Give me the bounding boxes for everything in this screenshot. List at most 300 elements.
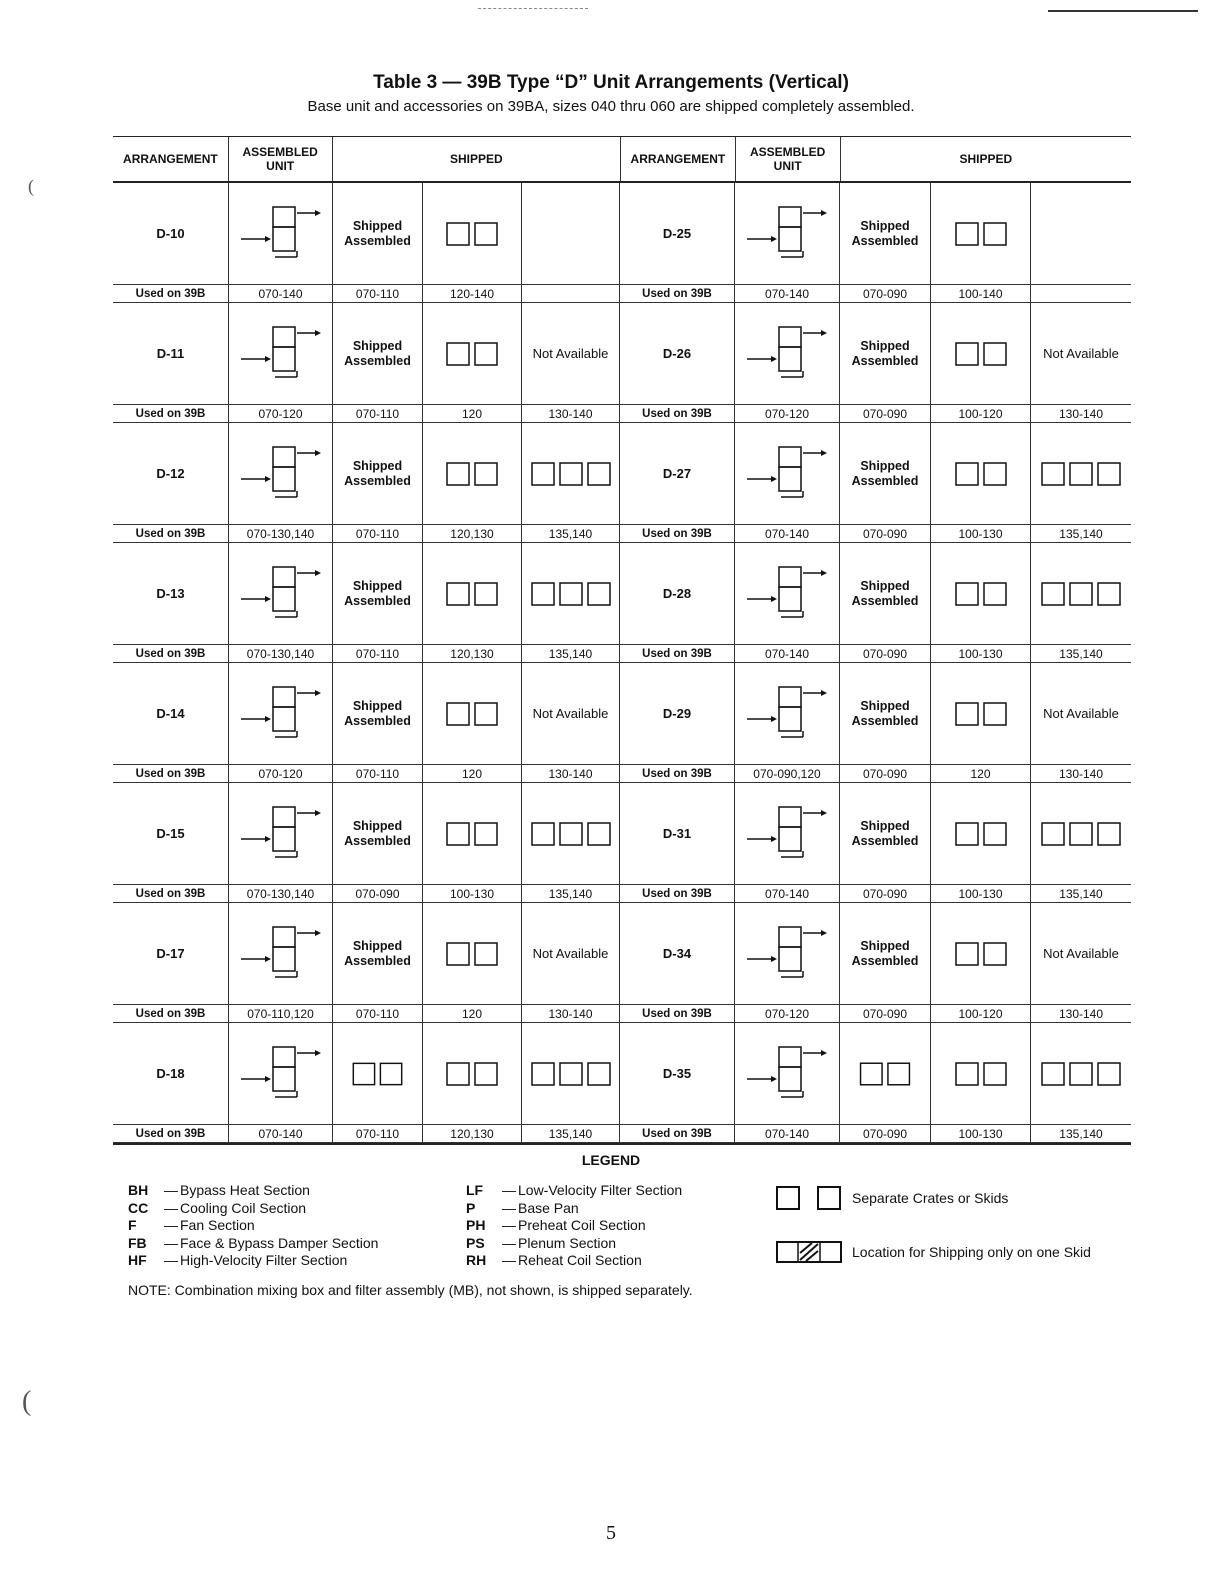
used-on-sizes: 070-090 bbox=[840, 1125, 931, 1142]
page-subtitle: Base unit and accessories on 39BA, sizes 040 thru 060 are shipped completely assembled. bbox=[307, 98, 915, 115]
used-on-label: Used on 39B bbox=[113, 1125, 229, 1142]
legend-abbr: F bbox=[128, 1217, 137, 1233]
used-on-sizes: 070-140 bbox=[735, 645, 840, 662]
shipped-sections-icon bbox=[426, 923, 518, 985]
used-on-sizes: 120,130 bbox=[423, 525, 522, 542]
used-on-label: Used on 39B bbox=[620, 405, 735, 422]
assembled-unit-cell bbox=[735, 1023, 840, 1124]
arrangement-code: D-14 bbox=[156, 706, 185, 721]
used-on-sizes: 070-110 bbox=[333, 1125, 423, 1142]
shipped-status: Shipped Assembled bbox=[851, 458, 919, 488]
used-on-label: Used on 39B bbox=[113, 765, 229, 782]
arrangement-code-cell bbox=[620, 183, 735, 284]
shipped-config-cell bbox=[522, 543, 620, 644]
used-on-sizes: 070-110 bbox=[333, 645, 423, 662]
shipped-config-cell bbox=[1031, 1023, 1131, 1124]
table-row bbox=[113, 903, 1131, 1023]
shipped-config-cell bbox=[423, 543, 522, 644]
shipped-sections-icon bbox=[525, 1043, 617, 1105]
legend-separate-text: Separate Crates or Skids bbox=[852, 1190, 1009, 1206]
legend-text: Fan Section bbox=[180, 1217, 255, 1233]
used-on-sizes bbox=[1031, 285, 1131, 302]
used-on-label: Used on 39B bbox=[113, 285, 229, 302]
legend-abbr: PH bbox=[466, 1217, 486, 1233]
legend-column-1 bbox=[128, 1182, 378, 1270]
legend-text: High-Velocity Filter Section bbox=[180, 1252, 348, 1268]
used-on-sizes: 130-140 bbox=[1058, 766, 1104, 781]
table-row bbox=[113, 303, 1131, 423]
shipped-status-cell bbox=[333, 1023, 423, 1124]
shipped-sections-icon bbox=[525, 563, 617, 625]
arrangement-code-cell bbox=[620, 903, 735, 1004]
table-row bbox=[113, 663, 1131, 783]
unit-arrangement-icon bbox=[741, 683, 833, 745]
legend-item bbox=[128, 1252, 378, 1270]
used-on-sizes: 135,140 bbox=[522, 885, 620, 902]
legend-item bbox=[128, 1235, 378, 1253]
used-on-label: Used on 39B bbox=[620, 645, 735, 662]
shipped-sections-icon bbox=[1035, 1043, 1127, 1105]
used-on-sizes: 070-090 bbox=[840, 1005, 931, 1022]
used-on-label: Used on 39B bbox=[620, 885, 735, 902]
shipped-status-cell bbox=[333, 903, 423, 1004]
used-on-sizes: 120,130 bbox=[423, 1125, 522, 1142]
legend-text: Cooling Coil Section bbox=[180, 1199, 307, 1216]
shipped-status: Shipped Assembled bbox=[851, 578, 919, 608]
legend-abbr: HF bbox=[128, 1252, 147, 1268]
used-on-label: Used on 39B bbox=[113, 525, 229, 542]
separate-crates-icon bbox=[776, 1186, 842, 1210]
legend-dash: — bbox=[502, 1234, 516, 1251]
shipped-config-cell bbox=[1031, 423, 1131, 524]
assembled-unit-cell bbox=[229, 303, 333, 404]
shipped-config-cell bbox=[522, 783, 620, 884]
shipped-sections-icon bbox=[426, 1043, 518, 1105]
unit-arrangement-icon bbox=[235, 323, 327, 385]
shipped-status-cell bbox=[840, 1023, 931, 1124]
used-on-sizes: 070-120 bbox=[229, 765, 333, 782]
unit-arrangement-icon bbox=[741, 1043, 833, 1105]
used-on-sizes: 100-140 bbox=[931, 285, 1031, 302]
not-available: Not Available bbox=[1043, 946, 1119, 961]
used-on-sizes: 130-140 bbox=[1058, 406, 1104, 421]
used-on-row bbox=[113, 1125, 1131, 1142]
used-on-sizes: 070-130,140 bbox=[229, 525, 333, 542]
used-on-label: Used on 39B bbox=[113, 1005, 229, 1022]
shipped-sections-icon bbox=[333, 1043, 422, 1105]
assembled-unit-cell bbox=[735, 903, 840, 1004]
arrangement-diagram-row bbox=[113, 1023, 1131, 1125]
not-available: Not Available bbox=[1043, 706, 1119, 721]
used-on-label: Used on 39B bbox=[113, 885, 229, 902]
table-body bbox=[113, 183, 1131, 1143]
used-on-sizes: 100-120 bbox=[931, 1005, 1031, 1022]
used-on-sizes: 120 bbox=[423, 1005, 522, 1022]
arrangement-code-cell bbox=[620, 543, 735, 644]
shipped-status: Shipped Assembled bbox=[851, 218, 919, 248]
unit-arrangement-icon bbox=[235, 803, 327, 865]
used-on-row bbox=[113, 285, 1131, 302]
shipped-status: Shipped Assembled bbox=[344, 578, 411, 608]
shipped-config-cell bbox=[931, 903, 1031, 1004]
shipped-status: Shipped Assembled bbox=[344, 938, 411, 968]
used-on-row bbox=[113, 765, 1131, 782]
arrangement-code-cell bbox=[113, 1023, 229, 1124]
header-shipped: SHIPPED bbox=[333, 137, 621, 181]
shipped-status: Shipped Assembled bbox=[851, 938, 919, 968]
used-on-sizes: 100-120 bbox=[931, 405, 1031, 422]
page-title: Table 3 — 39B Type “D” Unit Arrangements (Vertical) bbox=[373, 72, 849, 93]
shipped-status-cell bbox=[840, 663, 931, 764]
shipped-config-cell bbox=[423, 783, 522, 884]
top-rule bbox=[1048, 10, 1198, 12]
legend-item bbox=[128, 1182, 378, 1200]
legend-dash: — bbox=[502, 1252, 516, 1268]
arrangement-code: D-11 bbox=[156, 346, 185, 361]
shipped-sections-icon bbox=[1035, 803, 1127, 865]
unit-arrangement-icon bbox=[235, 563, 327, 625]
arrangement-code-cell bbox=[113, 783, 229, 884]
used-on-sizes: 070-090 bbox=[840, 285, 931, 302]
used-on-sizes: 130-140 bbox=[522, 405, 620, 422]
used-on-sizes: 135,140 bbox=[1059, 886, 1103, 901]
legend-dash: — bbox=[502, 1199, 516, 1216]
unit-arrangement-icon bbox=[741, 923, 833, 985]
unit-arrangement-icon bbox=[741, 323, 833, 385]
shipped-sections-icon bbox=[426, 323, 518, 385]
arrangement-diagram-row bbox=[113, 783, 1131, 885]
legend-text: Face & Bypass Damper Section bbox=[180, 1234, 379, 1251]
table-row bbox=[113, 543, 1131, 663]
arrangement-diagram-row bbox=[113, 903, 1131, 1005]
legend-title: LEGEND bbox=[581, 1152, 641, 1168]
shipped-sections-icon bbox=[525, 443, 617, 505]
legend-item bbox=[128, 1217, 378, 1235]
arrangement-code: D-12 bbox=[156, 466, 185, 481]
shipped-status: Shipped Assembled bbox=[344, 698, 411, 728]
shipped-sections-icon bbox=[935, 1043, 1027, 1105]
assembled-unit-cell bbox=[229, 543, 333, 644]
shipped-status-cell bbox=[840, 183, 931, 284]
arrangement-diagram-row bbox=[113, 303, 1131, 405]
arrangement-code-cell bbox=[113, 903, 229, 1004]
legend-text: Bypass Heat Section bbox=[180, 1182, 310, 1198]
used-on-sizes: 070-130,140 bbox=[229, 885, 333, 902]
legend-abbr: P bbox=[466, 1199, 476, 1216]
arrangement-code-cell bbox=[113, 663, 229, 764]
legend-item bbox=[466, 1182, 682, 1200]
unit-arrangement-icon bbox=[235, 683, 327, 745]
shipped-sections-icon bbox=[935, 323, 1027, 385]
assembled-unit-cell bbox=[229, 423, 333, 524]
shipped-config-cell bbox=[522, 663, 620, 764]
legend-abbr: RH bbox=[466, 1252, 487, 1268]
table-row bbox=[113, 423, 1131, 543]
used-on-sizes: 135,140 bbox=[522, 645, 620, 662]
used-on-row bbox=[113, 645, 1131, 662]
shipped-status-cell bbox=[333, 663, 423, 764]
arrangement-code: D-10 bbox=[156, 226, 185, 241]
used-on-row bbox=[113, 405, 1131, 422]
used-on-sizes: 070-110 bbox=[333, 285, 423, 302]
legend-item bbox=[466, 1200, 682, 1218]
arrangement-diagram-row bbox=[113, 423, 1131, 525]
arrangement-code-cell bbox=[620, 423, 735, 524]
arrangement-diagram-row bbox=[113, 543, 1131, 645]
used-on-sizes: 120,130 bbox=[423, 645, 522, 662]
shipped-sections-icon bbox=[935, 563, 1027, 625]
assembled-unit-cell bbox=[735, 783, 840, 884]
arrangement-code: D-26 bbox=[662, 346, 692, 361]
legend-abbr: LF bbox=[466, 1182, 484, 1198]
used-on-sizes: 070-090 bbox=[840, 525, 931, 542]
shipped-config-cell bbox=[1031, 183, 1131, 284]
shipped-config-cell bbox=[1031, 303, 1131, 404]
table-row bbox=[113, 783, 1131, 903]
used-on-sizes: 070-090 bbox=[840, 765, 931, 782]
assembled-unit-cell bbox=[229, 783, 333, 884]
shipped-config-cell bbox=[423, 903, 522, 1004]
shipped-sections-icon bbox=[426, 803, 518, 865]
used-on-sizes: 070-140 bbox=[735, 885, 840, 902]
unit-arrangement-icon bbox=[235, 923, 327, 985]
assembled-unit-cell bbox=[229, 903, 333, 1004]
assembled-unit-cell bbox=[735, 183, 840, 284]
used-on-label: Used on 39B bbox=[113, 645, 229, 662]
used-on-sizes: 135,140 bbox=[1059, 526, 1103, 541]
not-available: Not Available bbox=[532, 706, 609, 721]
table-row bbox=[113, 1023, 1131, 1143]
arrangement-code-cell bbox=[113, 543, 229, 644]
shipped-config-cell bbox=[1031, 903, 1131, 1004]
legend-text: Base Pan bbox=[518, 1199, 579, 1216]
shipped-sections-icon bbox=[426, 563, 518, 625]
arrangement-code-cell bbox=[620, 663, 735, 764]
used-on-sizes: 070-110 bbox=[333, 525, 423, 542]
legend-separate-crates bbox=[776, 1186, 1008, 1210]
legend-item bbox=[128, 1200, 378, 1218]
used-on-row bbox=[113, 525, 1131, 542]
shipped-status: Shipped Assembled bbox=[851, 338, 919, 368]
used-on-sizes: 070-120 bbox=[735, 405, 840, 422]
legend-dash: — bbox=[164, 1252, 178, 1268]
used-on-sizes: 070-090 bbox=[840, 405, 931, 422]
shipped-sections-icon bbox=[426, 443, 518, 505]
header-shipped: SHIPPED bbox=[959, 152, 1013, 166]
legend-one-skid-text: Location for Shipping only on one Skid bbox=[852, 1244, 1091, 1260]
arrangement-diagram-row bbox=[113, 663, 1131, 765]
assembled-unit-cell bbox=[735, 303, 840, 404]
header-assembled-unit: ASSEMBLED UNIT bbox=[736, 137, 841, 181]
legend-abbr: BH bbox=[128, 1182, 149, 1198]
shipped-status-cell bbox=[333, 303, 423, 404]
shipped-status: Shipped Assembled bbox=[344, 458, 411, 488]
shipped-config-cell bbox=[522, 1023, 620, 1124]
used-on-sizes: 130-140 bbox=[522, 765, 620, 782]
shipped-config-cell bbox=[522, 303, 620, 404]
shipped-status: Shipped Assembled bbox=[344, 218, 411, 248]
used-on-label: Used on 39B bbox=[113, 405, 229, 422]
assembled-unit-cell bbox=[229, 1023, 333, 1124]
arrangement-code-cell bbox=[620, 303, 735, 404]
used-on-sizes: 070-120 bbox=[735, 1005, 840, 1022]
shipped-sections-icon bbox=[1035, 563, 1127, 625]
legend-text: Preheat Coil Section bbox=[518, 1217, 646, 1233]
unit-arrangement-icon bbox=[741, 563, 833, 625]
shipped-config-cell bbox=[931, 1023, 1031, 1124]
header-assembled-unit: ASSEMBLED UNIT bbox=[229, 137, 333, 181]
used-on-sizes: 070-110,120 bbox=[229, 1005, 333, 1022]
shipped-sections-icon bbox=[935, 443, 1027, 505]
used-on-sizes: 070-110 bbox=[333, 765, 423, 782]
shipped-status: Shipped Assembled bbox=[344, 338, 411, 368]
used-on-sizes: 100-130 bbox=[931, 1125, 1031, 1142]
unit-arrangement-icon bbox=[741, 803, 833, 865]
used-on-row bbox=[113, 1005, 1131, 1022]
legend-dash: — bbox=[164, 1199, 178, 1216]
unit-arrangement-icon bbox=[235, 1043, 327, 1105]
legend-text: Plenum Section bbox=[518, 1234, 617, 1251]
shipped-sections-icon bbox=[1035, 443, 1127, 505]
arrangement-code-cell bbox=[113, 183, 229, 284]
used-on-sizes: 070-090,120 bbox=[735, 765, 840, 782]
used-on-label: Used on 39B bbox=[620, 1005, 735, 1022]
shipped-status: Shipped Assembled bbox=[851, 698, 919, 728]
used-on-sizes: 120 bbox=[931, 765, 1031, 782]
arrangement-code: D-35 bbox=[662, 1066, 692, 1081]
shipped-config-cell bbox=[931, 423, 1031, 524]
used-on-label: Used on 39B bbox=[620, 1125, 735, 1142]
legend-dash: — bbox=[164, 1234, 178, 1251]
legend-item bbox=[466, 1217, 682, 1235]
arrangement-code-cell bbox=[113, 423, 229, 524]
header-arrangement: ARRANGEMENT bbox=[113, 137, 229, 181]
arrangement-code-cell bbox=[113, 303, 229, 404]
used-on-sizes: 070-140 bbox=[735, 525, 840, 542]
arrangement-code: D-25 bbox=[662, 226, 692, 241]
shipped-sections-icon bbox=[525, 803, 617, 865]
shipped-config-cell bbox=[423, 1023, 522, 1124]
top-scan-line bbox=[478, 8, 588, 9]
used-on-sizes: 100-130 bbox=[423, 885, 522, 902]
arrangement-code: D-13 bbox=[156, 586, 185, 601]
used-on-sizes: 070-110 bbox=[333, 1005, 423, 1022]
arrangement-code: D-17 bbox=[156, 946, 185, 961]
arrangement-diagram-row bbox=[113, 183, 1131, 285]
used-on-sizes: 070-140 bbox=[229, 1125, 333, 1142]
shipped-config-cell bbox=[423, 303, 522, 404]
used-on-sizes: 070-130,140 bbox=[229, 645, 333, 662]
used-on-sizes: 135,140 bbox=[522, 525, 620, 542]
used-on-sizes: 100-130 bbox=[931, 645, 1031, 662]
unit-arrangement-icon bbox=[741, 443, 833, 505]
used-on-sizes: 130-140 bbox=[1058, 1006, 1104, 1021]
legend-dash: — bbox=[164, 1182, 178, 1198]
shipped-status-cell bbox=[840, 903, 931, 1004]
assembled-unit-cell bbox=[735, 423, 840, 524]
used-on-sizes: 070-110 bbox=[333, 405, 423, 422]
shipped-sections-icon bbox=[935, 923, 1027, 985]
arrangement-code: D-18 bbox=[156, 1066, 185, 1081]
arrangement-code: D-34 bbox=[662, 946, 692, 961]
shipped-status: Shipped Assembled bbox=[851, 818, 919, 848]
not-available: Not Available bbox=[532, 946, 609, 961]
legend-abbr: CC bbox=[128, 1199, 149, 1216]
used-on-label: Used on 39B bbox=[620, 525, 735, 542]
arrangement-code: D-15 bbox=[156, 826, 185, 841]
shipped-config-cell bbox=[1031, 543, 1131, 644]
arrangement-code: D-31 bbox=[662, 826, 692, 841]
page-number: 5 bbox=[606, 1522, 616, 1544]
shipped-config-cell bbox=[931, 783, 1031, 884]
used-on-sizes: 120-140 bbox=[423, 285, 522, 302]
legend-abbr: PS bbox=[466, 1234, 485, 1251]
arrangement-code-cell bbox=[620, 783, 735, 884]
unit-arrangement-icon bbox=[235, 203, 327, 265]
used-on-sizes: 135,140 bbox=[1059, 1126, 1103, 1141]
used-on-sizes: 070-090 bbox=[840, 885, 931, 902]
shipped-status-cell bbox=[840, 303, 931, 404]
assembled-unit-cell bbox=[229, 183, 333, 284]
shipped-sections-icon bbox=[426, 203, 518, 265]
assembled-unit-cell bbox=[229, 663, 333, 764]
assembled-unit-cell bbox=[735, 543, 840, 644]
unit-arrangement-icon bbox=[741, 203, 833, 265]
shipped-config-cell bbox=[423, 663, 522, 764]
legend-one-skid bbox=[776, 1240, 1091, 1264]
shipped-sections-icon bbox=[935, 203, 1027, 265]
shipped-status-cell bbox=[333, 783, 423, 884]
shipped-config-cell bbox=[931, 543, 1031, 644]
margin-mark: ( bbox=[22, 1386, 32, 1417]
used-on-sizes: 070-140 bbox=[735, 1125, 840, 1142]
one-skid-icon bbox=[776, 1240, 842, 1264]
arrangement-code: D-27 bbox=[662, 466, 692, 481]
shipped-sections-icon bbox=[935, 803, 1027, 865]
table-row bbox=[113, 183, 1131, 303]
shipped-status-cell bbox=[333, 543, 423, 644]
arrangement-code: D-29 bbox=[662, 706, 692, 721]
used-on-sizes: 100-130 bbox=[931, 525, 1031, 542]
shipped-config-cell bbox=[1031, 663, 1131, 764]
shipped-sections-icon bbox=[935, 683, 1027, 745]
legend-abbr: FB bbox=[128, 1234, 147, 1251]
shipped-config-cell bbox=[423, 183, 522, 284]
used-on-row bbox=[113, 885, 1131, 902]
used-on-label: Used on 39B bbox=[620, 285, 735, 302]
shipped-config-cell bbox=[522, 423, 620, 524]
used-on-sizes: 100-130 bbox=[931, 885, 1031, 902]
used-on-sizes bbox=[522, 285, 620, 302]
legend-item bbox=[466, 1235, 682, 1253]
margin-mark: ( bbox=[28, 176, 34, 196]
used-on-sizes: 120 bbox=[423, 765, 522, 782]
shipped-status-cell bbox=[333, 183, 423, 284]
used-on-sizes: 070-140 bbox=[735, 285, 840, 302]
not-available: Not Available bbox=[532, 346, 609, 361]
shipped-status-cell bbox=[840, 543, 931, 644]
arrangement-code: D-28 bbox=[662, 586, 692, 601]
shipped-status-cell bbox=[840, 783, 931, 884]
legend-item bbox=[466, 1252, 682, 1270]
legend-dash: — bbox=[164, 1217, 178, 1233]
shipped-status-cell bbox=[333, 423, 423, 524]
shipped-config-cell bbox=[931, 663, 1031, 764]
legend-text: Reheat Coil Section bbox=[518, 1252, 642, 1268]
shipped-sections-icon bbox=[840, 1043, 930, 1105]
assembled-unit-cell bbox=[735, 663, 840, 764]
used-on-label: Used on 39B bbox=[620, 765, 735, 782]
